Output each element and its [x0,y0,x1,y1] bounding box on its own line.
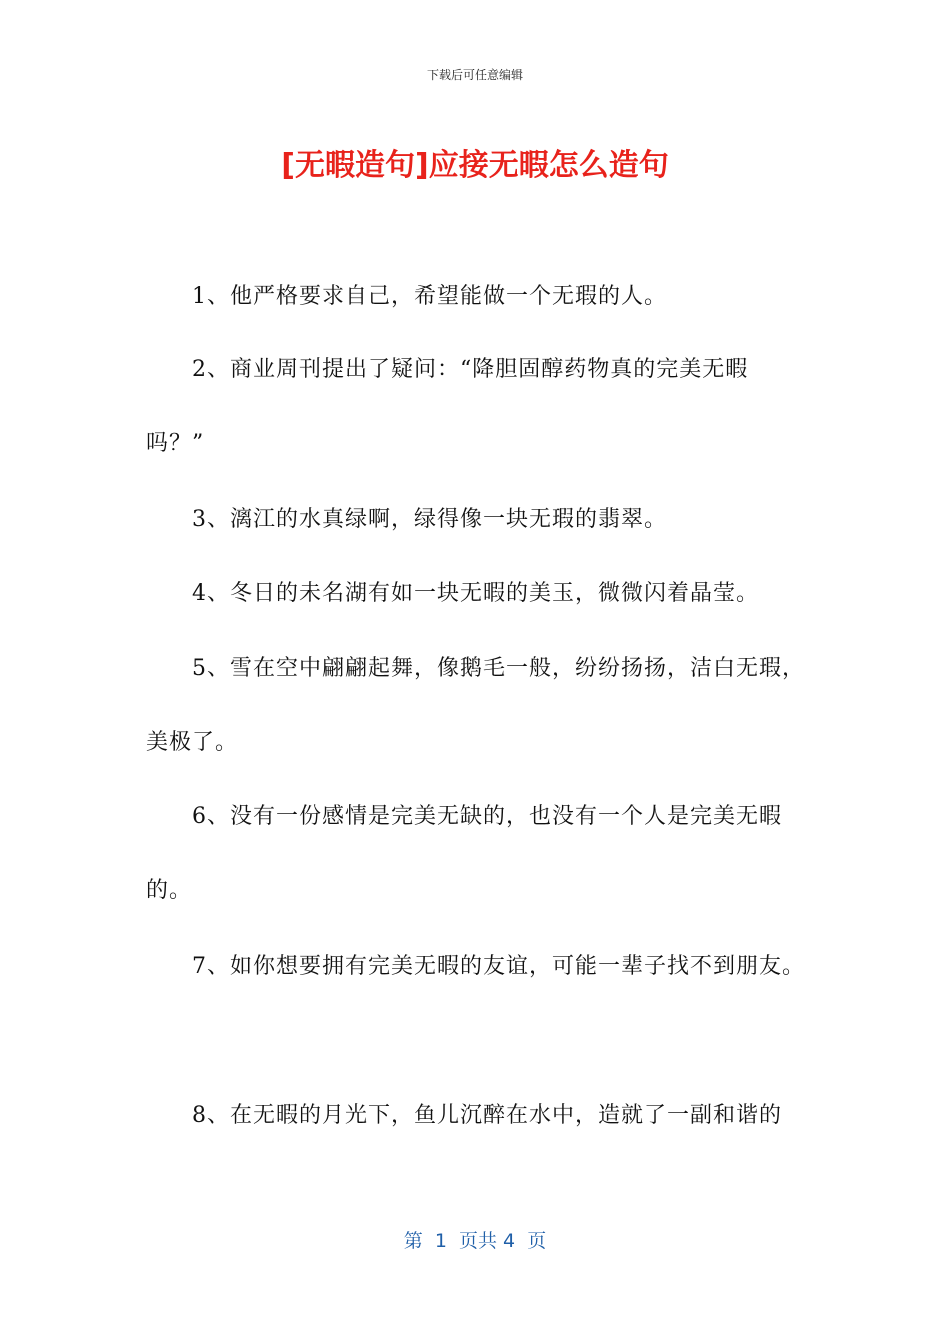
sentence-line: 4、冬日的未名湖有如一块无暇的美玉，微微闪着晶莹。 [192,581,759,606]
sentence-line: 的。 [146,878,193,903]
sentence-line: 美极了。 [146,730,239,755]
sentence-line: 吗？” [146,431,205,456]
header-note: 下载后可任意编辑 [426,68,523,82]
sentence-line: 3、漓江的水真绿啊，绿得像一块无瑕的翡翠。 [192,507,667,532]
page-number-footer: 第 1 页共 4 页 [403,1230,547,1252]
page-title: [无暇造句]应接无暇怎么造句 [281,148,669,183]
sentence-line: 1、他严格要求自己，希望能做一个无瑕的人。 [192,284,667,309]
sentence-line: 6、没有一份感情是完美无缺的，也没有一个人是完美无暇 [192,804,782,829]
sentence-line: 2、商业周刊提出了疑问：“降胆固醇药物真的完美无暇 [192,357,749,382]
sentence-line: 8、在无暇的月光下，鱼儿沉醉在水中，造就了一副和谐的 [192,1103,782,1128]
sentence-line: 5、雪在空中翩翩起舞，像鹅毛一般，纷纷扬扬，洁白无瑕， [192,656,805,681]
sentence-line: 7、如你想要拥有完美无暇的友谊，可能一辈子找不到朋友。 [192,954,805,979]
